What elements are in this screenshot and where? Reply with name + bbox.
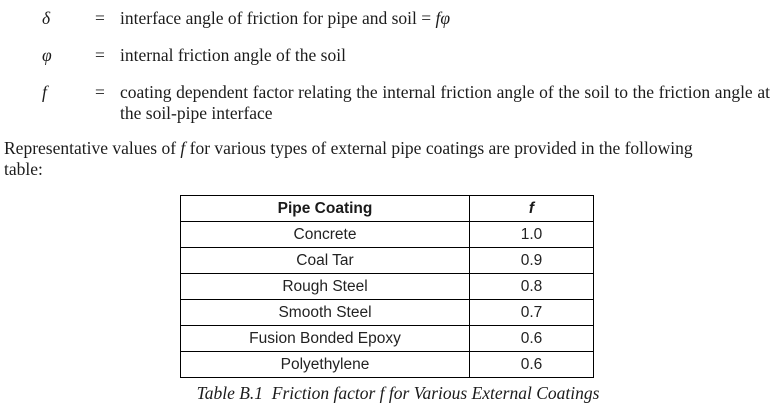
equals-sign: = (95, 45, 105, 65)
f-symbol: f (42, 82, 47, 102)
delta-symbol: δ (42, 8, 51, 28)
coating-cell: Coal Tar (181, 248, 470, 274)
definition-delta (42, 8, 770, 29)
f-value-cell: 1.0 (470, 222, 594, 248)
table-row (181, 274, 594, 300)
definition-f-text: coating dependent factor relating the internal friction angle of the soil to the friction angle at the soil-pipe interface (120, 82, 770, 123)
coating-cell: Polyethylene (181, 352, 470, 378)
f-value-cell: 0.8 (470, 274, 594, 300)
table-caption: Table B.1 Friction factor f for Various External Coatings (196, 383, 600, 403)
symbol-definitions (42, 8, 770, 124)
f-value-cell: 0.7 (470, 300, 594, 326)
definition-phi-text: internal friction angle of the soil (120, 45, 346, 65)
table-row (181, 222, 594, 248)
friction-factor-table (180, 195, 594, 378)
col-header-f: f (470, 196, 594, 222)
coating-cell: Fusion Bonded Epoxy (181, 326, 470, 352)
table-row (181, 300, 594, 326)
table-row (181, 248, 594, 274)
equals-sign: = (95, 8, 105, 28)
definition-phi (42, 45, 770, 66)
f-value-cell: 0.6 (470, 352, 594, 378)
intro-paragraph: Representative values of f for various types of external pipe coatings are provided in the following table: (4, 138, 693, 179)
table-row (181, 326, 594, 352)
definition-f (42, 82, 770, 124)
coating-cell: Concrete (181, 222, 470, 248)
table-row (181, 352, 594, 378)
phi-symbol: φ (42, 45, 52, 65)
equals-sign: = (95, 82, 105, 102)
f-value-cell: 0.9 (470, 248, 594, 274)
definition-delta-text: interface angle of friction for pipe and soil = fφ (120, 8, 451, 28)
coating-cell: Smooth Steel (181, 300, 470, 326)
col-header-pipe-coating: Pipe Coating (181, 196, 470, 222)
table-header-row (181, 196, 594, 222)
f-value-cell: 0.6 (470, 326, 594, 352)
coating-cell: Rough Steel (181, 274, 470, 300)
